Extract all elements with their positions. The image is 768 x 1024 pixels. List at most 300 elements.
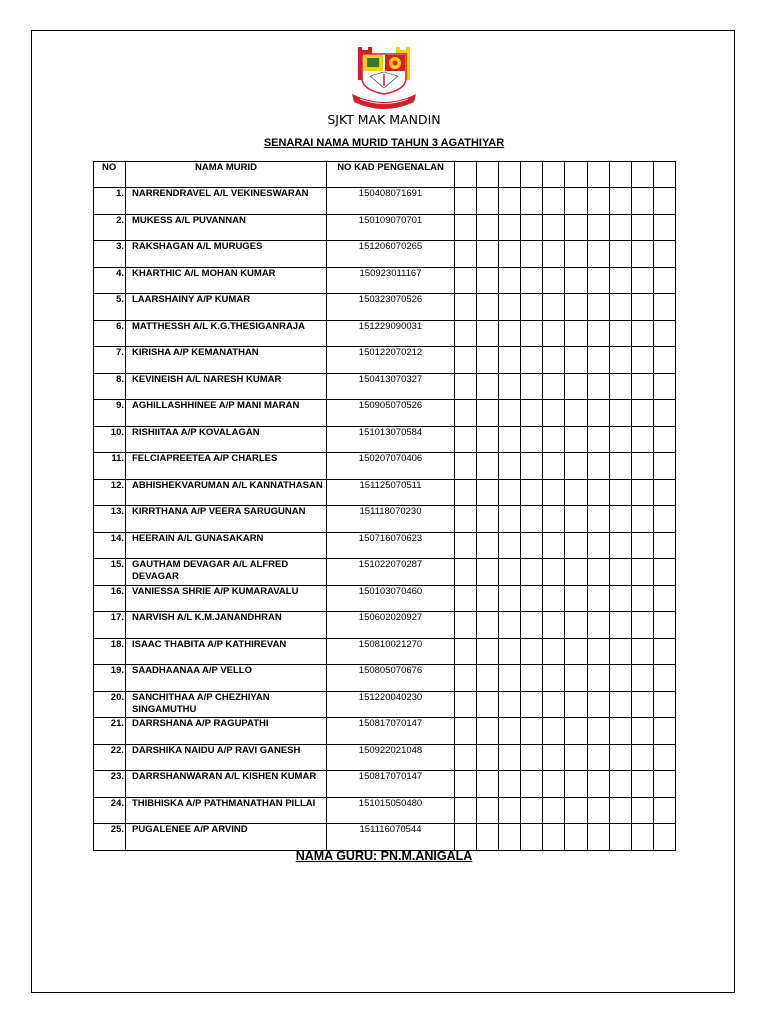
blank-cell	[631, 612, 653, 639]
blank-cell	[587, 453, 609, 480]
student-name: RAKSHAGAN A/L MURUGES	[126, 241, 327, 268]
blank-cell	[521, 347, 543, 374]
blank-cell	[521, 241, 543, 268]
blank-cell	[499, 320, 521, 347]
blank-cell	[565, 214, 587, 241]
ic-number: 151015050480	[327, 797, 455, 824]
blank-cell	[653, 585, 675, 612]
blank-cell	[455, 453, 477, 480]
table-row	[94, 771, 676, 798]
ic-number: 151206070265	[327, 241, 455, 268]
blank-cell	[455, 638, 477, 665]
blank-cell	[477, 320, 499, 347]
blank-cell	[455, 771, 477, 798]
ic-number: 150817070147	[327, 718, 455, 745]
blank-cell	[587, 188, 609, 215]
ic-number: 151118070230	[327, 506, 455, 533]
blank-cell	[521, 665, 543, 692]
blank-cell	[609, 241, 631, 268]
school-crest-logo	[350, 44, 418, 110]
blank-cell	[631, 188, 653, 215]
blank-cell	[521, 771, 543, 798]
blank-cell	[521, 612, 543, 639]
table-row	[94, 691, 676, 718]
blank-cell	[543, 453, 565, 480]
blank-cell	[455, 824, 477, 851]
student-name: RISHIITAA A/P KOVALAGAN	[126, 426, 327, 453]
ic-number: 151125070511	[327, 479, 455, 506]
blank-cell	[565, 665, 587, 692]
blank-cell	[543, 188, 565, 215]
blank-cell	[521, 214, 543, 241]
blank-cell	[521, 320, 543, 347]
blank-cell	[543, 585, 565, 612]
row-number: 22.	[94, 744, 126, 771]
blank-cell	[631, 320, 653, 347]
blank-cell	[565, 453, 587, 480]
blank-cell	[499, 559, 521, 586]
blank-cell	[521, 188, 543, 215]
blank-cell	[477, 585, 499, 612]
blank-cell	[499, 400, 521, 427]
student-name: SAADHAANAA A/P VELLO	[126, 665, 327, 692]
blank-cell	[609, 426, 631, 453]
blank-cell	[653, 532, 675, 559]
blank-cell	[565, 612, 587, 639]
blank-cell	[499, 453, 521, 480]
blank-cell	[609, 718, 631, 745]
blank-cell	[477, 744, 499, 771]
table-row	[94, 744, 676, 771]
row-number: 4.	[94, 267, 126, 294]
ic-number: 150923011167	[327, 267, 455, 294]
row-number: 12.	[94, 479, 126, 506]
blank-cell	[521, 585, 543, 612]
blank-cell	[653, 744, 675, 771]
blank-cell	[565, 638, 587, 665]
blank-cell	[477, 824, 499, 851]
blank-cell	[565, 506, 587, 533]
blank-cell	[455, 559, 477, 586]
blank-cell	[499, 214, 521, 241]
blank-cell	[609, 665, 631, 692]
table-row	[94, 532, 676, 559]
ic-number: 150805070676	[327, 665, 455, 692]
blank-cell	[499, 744, 521, 771]
blank-cell	[565, 479, 587, 506]
blank-cell	[477, 559, 499, 586]
blank-cell	[587, 797, 609, 824]
blank-cell	[631, 294, 653, 321]
blank-cell	[653, 638, 675, 665]
blank-cell	[653, 771, 675, 798]
header-blank-cell	[499, 162, 521, 188]
blank-cell	[609, 744, 631, 771]
blank-cell	[543, 691, 565, 718]
blank-cell	[631, 506, 653, 533]
blank-cell	[543, 320, 565, 347]
row-number: 10.	[94, 426, 126, 453]
ic-number: 150810021270	[327, 638, 455, 665]
header-blank-cell	[565, 162, 587, 188]
blank-cell	[521, 797, 543, 824]
blank-cell	[653, 188, 675, 215]
blank-cell	[455, 267, 477, 294]
blank-cell	[587, 241, 609, 268]
blank-cell	[565, 771, 587, 798]
ic-number: 150602020927	[327, 612, 455, 639]
header-blank-cell	[543, 162, 565, 188]
blank-cell	[477, 638, 499, 665]
row-number: 3.	[94, 241, 126, 268]
blank-cell	[653, 294, 675, 321]
table-row	[94, 373, 676, 400]
blank-cell	[565, 691, 587, 718]
blank-cell	[477, 506, 499, 533]
blank-cell	[477, 532, 499, 559]
blank-cell	[499, 532, 521, 559]
blank-cell	[653, 241, 675, 268]
blank-cell	[609, 559, 631, 586]
blank-cell	[455, 797, 477, 824]
row-number: 13.	[94, 506, 126, 533]
student-name: KHARTHIC A/L MOHAN KUMAR	[126, 267, 327, 294]
ic-number: 150109070701	[327, 214, 455, 241]
blank-cell	[609, 188, 631, 215]
blank-cell	[543, 532, 565, 559]
blank-cell	[543, 718, 565, 745]
blank-cell	[455, 188, 477, 215]
blank-cell	[543, 797, 565, 824]
header-blank-cell	[609, 162, 631, 188]
blank-cell	[477, 294, 499, 321]
table-row	[94, 797, 676, 824]
table-row	[94, 665, 676, 692]
blank-cell	[609, 797, 631, 824]
table-row	[94, 320, 676, 347]
row-number: 1.	[94, 188, 126, 215]
blank-cell	[609, 267, 631, 294]
blank-cell	[455, 294, 477, 321]
blank-cell	[631, 691, 653, 718]
blank-cell	[521, 479, 543, 506]
blank-cell	[609, 294, 631, 321]
row-number: 20.	[94, 691, 126, 718]
blank-cell	[521, 744, 543, 771]
blank-cell	[653, 612, 675, 639]
blank-cell	[565, 373, 587, 400]
blank-cell	[587, 267, 609, 294]
blank-cell	[499, 797, 521, 824]
blank-cell	[653, 214, 675, 241]
blank-cell	[653, 691, 675, 718]
student-name: DARRSHANWARAN A/L KISHEN KUMAR	[126, 771, 327, 798]
header-ic: NO KAD PENGENALAN	[327, 162, 455, 188]
table-row	[94, 400, 676, 427]
blank-cell	[543, 479, 565, 506]
blank-cell	[543, 612, 565, 639]
row-number: 11.	[94, 453, 126, 480]
blank-cell	[543, 400, 565, 427]
school-name: SJKT MAK MANDIN	[327, 112, 441, 127]
ic-number: 151022070287	[327, 559, 455, 586]
ic-number: 150408071691	[327, 188, 455, 215]
student-name: VANIESSA SHRIE A/P KUMARAVALU	[126, 585, 327, 612]
blank-cell	[587, 691, 609, 718]
blank-cell	[565, 188, 587, 215]
blank-cell	[521, 824, 543, 851]
student-name: MATTHESSH A/L K.G.THESIGANRAJA	[126, 320, 327, 347]
blank-cell	[477, 267, 499, 294]
student-name: KEVINEISH A/L NARESH KUMAR	[126, 373, 327, 400]
blank-cell	[631, 373, 653, 400]
blank-cell	[653, 479, 675, 506]
blank-cell	[477, 426, 499, 453]
student-name: NARVISH A/L K.M.JANANDHRAN	[126, 612, 327, 639]
blank-cell	[521, 506, 543, 533]
blank-cell	[587, 718, 609, 745]
blank-cell	[477, 665, 499, 692]
blank-cell	[565, 718, 587, 745]
blank-cell	[521, 532, 543, 559]
blank-cell	[587, 506, 609, 533]
blank-cell	[631, 479, 653, 506]
blank-cell	[631, 453, 653, 480]
blank-cell	[455, 373, 477, 400]
blank-cell	[455, 347, 477, 374]
blank-cell	[609, 400, 631, 427]
blank-cell	[565, 797, 587, 824]
blank-cell	[543, 638, 565, 665]
blank-cell	[455, 320, 477, 347]
ic-number: 151229090031	[327, 320, 455, 347]
blank-cell	[609, 214, 631, 241]
blank-cell	[653, 347, 675, 374]
blank-cell	[587, 320, 609, 347]
table-row	[94, 479, 676, 506]
blank-cell	[499, 373, 521, 400]
blank-cell	[455, 585, 477, 612]
blank-cell	[609, 612, 631, 639]
blank-cell	[521, 453, 543, 480]
header-blank-cell	[631, 162, 653, 188]
blank-cell	[543, 824, 565, 851]
blank-cell	[521, 267, 543, 294]
blank-cell	[653, 665, 675, 692]
blank-cell	[543, 665, 565, 692]
blank-cell	[587, 612, 609, 639]
student-name: KIRRTHANA A/P VEERA SARUGUNAN	[126, 506, 327, 533]
header-blank-cell	[521, 162, 543, 188]
blank-cell	[631, 241, 653, 268]
ic-number: 150413070327	[327, 373, 455, 400]
ic-number: 151220040230	[327, 691, 455, 718]
blank-cell	[609, 532, 631, 559]
blank-cell	[543, 267, 565, 294]
blank-cell	[631, 400, 653, 427]
blank-cell	[499, 188, 521, 215]
blank-cell	[477, 400, 499, 427]
table-row	[94, 718, 676, 745]
blank-cell	[565, 294, 587, 321]
blank-cell	[565, 824, 587, 851]
row-number: 18.	[94, 638, 126, 665]
blank-cell	[543, 559, 565, 586]
blank-cell	[455, 426, 477, 453]
blank-cell	[455, 400, 477, 427]
blank-cell	[521, 559, 543, 586]
ic-number: 150122070212	[327, 347, 455, 374]
blank-cell	[565, 267, 587, 294]
row-number: 24.	[94, 797, 126, 824]
blank-cell	[587, 479, 609, 506]
blank-cell	[455, 532, 477, 559]
ic-number: 151116070544	[327, 824, 455, 851]
row-number: 5.	[94, 294, 126, 321]
student-name: DARRSHANA A/P RAGUPATHI	[126, 718, 327, 745]
blank-cell	[587, 214, 609, 241]
blank-cell	[587, 744, 609, 771]
blank-cell	[587, 771, 609, 798]
ic-number: 150922021048	[327, 744, 455, 771]
blank-cell	[631, 585, 653, 612]
blank-cell	[521, 400, 543, 427]
blank-cell	[631, 665, 653, 692]
blank-cell	[499, 347, 521, 374]
list-title: SENARAI NAMA MURID TAHUN 3 AGATHIYAR	[263, 137, 505, 149]
blank-cell	[499, 267, 521, 294]
student-name: KIRISHA A/P KEMANATHAN	[126, 347, 327, 374]
row-number: 14.	[94, 532, 126, 559]
blank-cell	[499, 585, 521, 612]
blank-cell	[631, 559, 653, 586]
blank-cell	[477, 188, 499, 215]
blank-cell	[653, 506, 675, 533]
blank-cell	[587, 373, 609, 400]
blank-cell	[653, 797, 675, 824]
blank-cell	[587, 400, 609, 427]
student-name: SANCHITHAA A/P CHEZHIYAN SINGAMUTHU	[126, 691, 327, 718]
row-number: 21.	[94, 718, 126, 745]
blank-cell	[521, 426, 543, 453]
table-row	[94, 347, 676, 374]
blank-cell	[455, 241, 477, 268]
blank-cell	[477, 453, 499, 480]
header-no: NO	[94, 162, 126, 188]
blank-cell	[477, 214, 499, 241]
blank-cell	[521, 638, 543, 665]
header-blank-cell	[653, 162, 675, 188]
table-row	[94, 214, 676, 241]
blank-cell	[477, 373, 499, 400]
blank-cell	[565, 532, 587, 559]
blank-cell	[499, 506, 521, 533]
table-row	[94, 638, 676, 665]
blank-cell	[631, 267, 653, 294]
blank-cell	[565, 585, 587, 612]
blank-cell	[631, 824, 653, 851]
blank-cell	[609, 320, 631, 347]
blank-cell	[565, 744, 587, 771]
blank-cell	[587, 294, 609, 321]
blank-cell	[565, 320, 587, 347]
blank-cell	[609, 585, 631, 612]
blank-cell	[587, 585, 609, 612]
row-number: 15.	[94, 559, 126, 586]
blank-cell	[565, 347, 587, 374]
blank-cell	[587, 665, 609, 692]
blank-cell	[499, 824, 521, 851]
blank-cell	[543, 214, 565, 241]
student-name: NARRENDRAVEL A/L VEKINESWARAN	[126, 188, 327, 215]
blank-cell	[521, 691, 543, 718]
blank-cell	[455, 691, 477, 718]
blank-cell	[543, 744, 565, 771]
ic-number: 151013070584	[327, 426, 455, 453]
blank-cell	[609, 691, 631, 718]
blank-cell	[565, 559, 587, 586]
row-number: 2.	[94, 214, 126, 241]
row-number: 25.	[94, 824, 126, 851]
blank-cell	[631, 771, 653, 798]
student-name: ISAAC THABITA A/P KATHIREVAN	[126, 638, 327, 665]
blank-cell	[521, 294, 543, 321]
blank-cell	[543, 241, 565, 268]
table-row	[94, 506, 676, 533]
blank-cell	[565, 400, 587, 427]
blank-cell	[653, 718, 675, 745]
table-row	[94, 824, 676, 851]
blank-cell	[455, 214, 477, 241]
blank-cell	[543, 347, 565, 374]
student-roster-table	[93, 161, 676, 851]
table-row	[94, 453, 676, 480]
blank-cell	[543, 506, 565, 533]
blank-cell	[499, 241, 521, 268]
header-name: NAMA MURID	[126, 162, 327, 188]
blank-cell	[631, 532, 653, 559]
blank-cell	[477, 241, 499, 268]
blank-cell	[631, 347, 653, 374]
student-name: MUKESS A/L PUVANNAN	[126, 214, 327, 241]
blank-cell	[653, 373, 675, 400]
blank-cell	[653, 400, 675, 427]
blank-cell	[499, 638, 521, 665]
blank-cell	[543, 373, 565, 400]
table-row	[94, 267, 676, 294]
table-row	[94, 612, 676, 639]
student-name: LAARSHAINY A/P KUMAR	[126, 294, 327, 321]
student-name: GAUTHAM DEVAGAR A/L ALFRED DEVAGAR	[126, 559, 327, 586]
blank-cell	[521, 373, 543, 400]
blank-cell	[609, 479, 631, 506]
blank-cell	[477, 771, 499, 798]
blank-cell	[653, 267, 675, 294]
student-name: PUGALENEE A/P ARVIND	[126, 824, 327, 851]
teacher-name: NAMA GURU: PN.M.ANIGALA	[295, 849, 473, 863]
blank-cell	[499, 612, 521, 639]
blank-cell	[631, 214, 653, 241]
table-row	[94, 241, 676, 268]
blank-cell	[653, 426, 675, 453]
blank-cell	[521, 718, 543, 745]
header-blank-cell	[477, 162, 499, 188]
blank-cell	[499, 691, 521, 718]
blank-cell	[609, 638, 631, 665]
blank-cell	[587, 347, 609, 374]
table-row	[94, 426, 676, 453]
header-row	[94, 162, 676, 188]
